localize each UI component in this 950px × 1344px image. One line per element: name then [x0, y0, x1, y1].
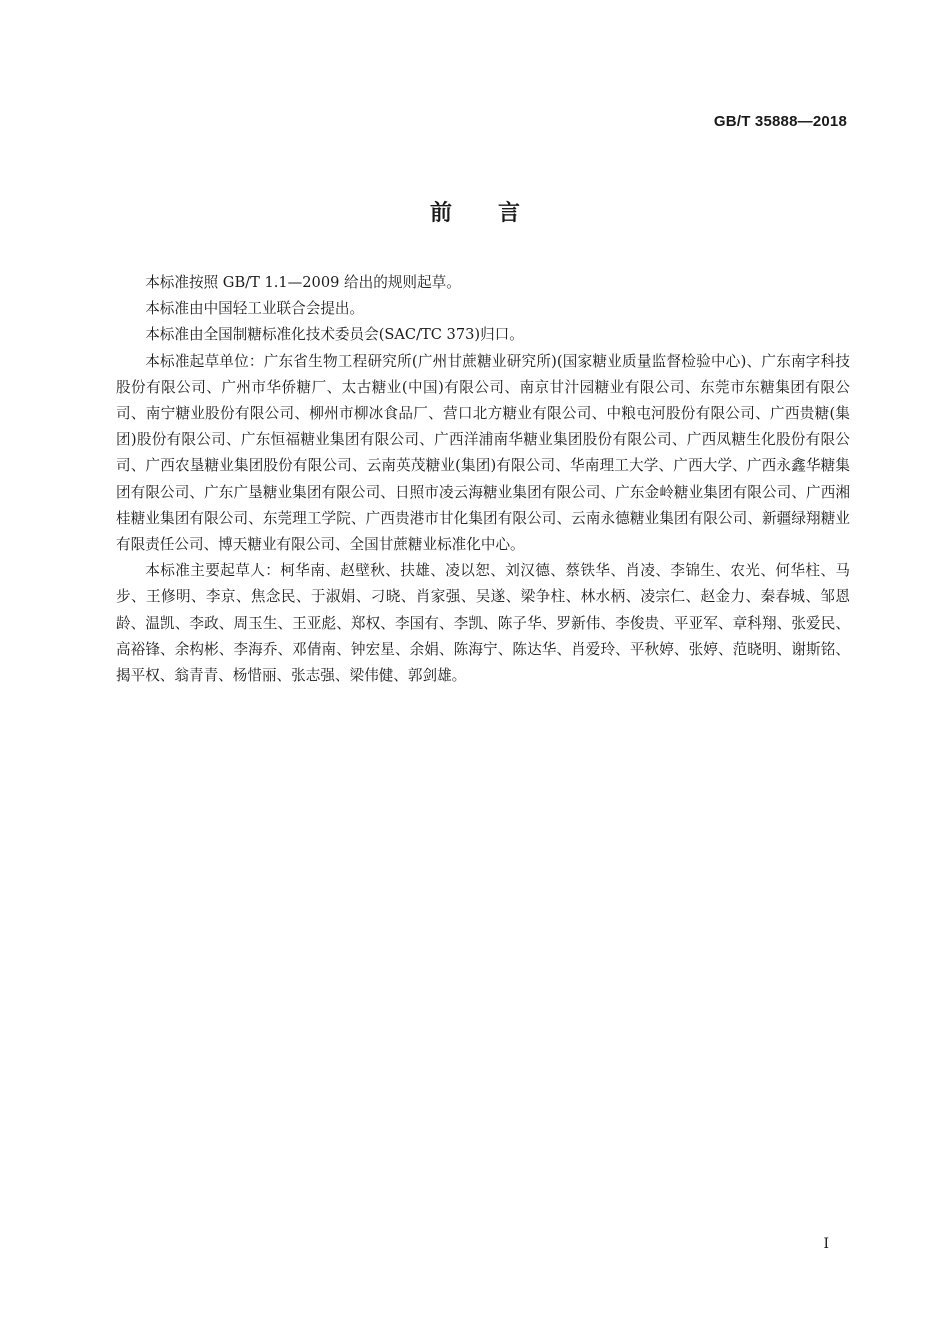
- page-number: I: [823, 1236, 829, 1252]
- paragraph-drafting-rules: 本标准按照 GB/T 1.1—2009 给出的规则起草。: [145, 274, 461, 291]
- document-body: [116, 270, 850, 689]
- paragraph-committee: 本标准由全国制糖标准化技术委员会(SAC/TC 373)归口。: [145, 326, 524, 344]
- standard-code: GB/T 35888—2018: [713, 113, 847, 130]
- page-title: 前言: [429, 201, 566, 226]
- paragraph-drafting-units: 本标准起草单位：广东省生物工程研究所(广州甘蔗糖业研究所)(国家糖业质量监督检验中心)、广东南字科技股份有限公司、广州市华侨糖厂、太古糖业(中国)有限公司、南京甘汁园糖业有限公司、东莞市东糖集团有限公司、南宁糖业股份有限公司、柳州市柳冰食品厂、营口北方糖业有限公司、中粮屯河股份有限公司、广西贵糖(集团)股份有限公司、广东恒福糖业集团有限公司、广西洋浦南华糖业集团股份有限公司、广西凤糖生化股份有限公司、广西农垦糖业集团股份有限公司、云南英茂糖业(集团)有限公司、华南理工大学、广西大学、广西永鑫华糖集团有限公司、广东广垦糖业集团有限公司、日照市凌云海糖业集团有限公司、广东金岭糖业集团有限公司、广西湘桂糖业集团有限公司、东莞理工学院、广西贵港市甘化集团有限公司、云南永德糖业集团有限公司、新疆绿翔糖业有限责任公司、博天糖业有限公司、全国甘蔗糖业标准化中心。: [116, 352, 850, 554]
- paragraph-proposer: 本标准由中国轻工业联合会提出。: [145, 300, 365, 318]
- paragraph-drafters: 本标准主要起草人：柯华南、赵壁秋、扶雄、凌以恕、刘汉德、蔡铁华、肖凌、李锦生、农光、何华柱、马步、王修明、李京、焦念民、于淑娟、刁晓、肖家强、吴遂、梁争柱、林水柄、凌宗仁、赵金力、秦春城、邹恩龄、温凯、李政、周玉生、王亚彪、郑权、李国有、李凯、陈子华、罗新伟、李俊贵、平亚军、章科翔、张爱民、高裕锋、余构彬、李海乔、邓倩南、钟宏星、余娟、陈海宁、陈达华、肖爱玲、平秋婷、张婷、范晓明、谢斯铭、揭平权、翁青青、杨惜丽、张志强、梁伟健、郭剑雄。: [116, 562, 850, 685]
